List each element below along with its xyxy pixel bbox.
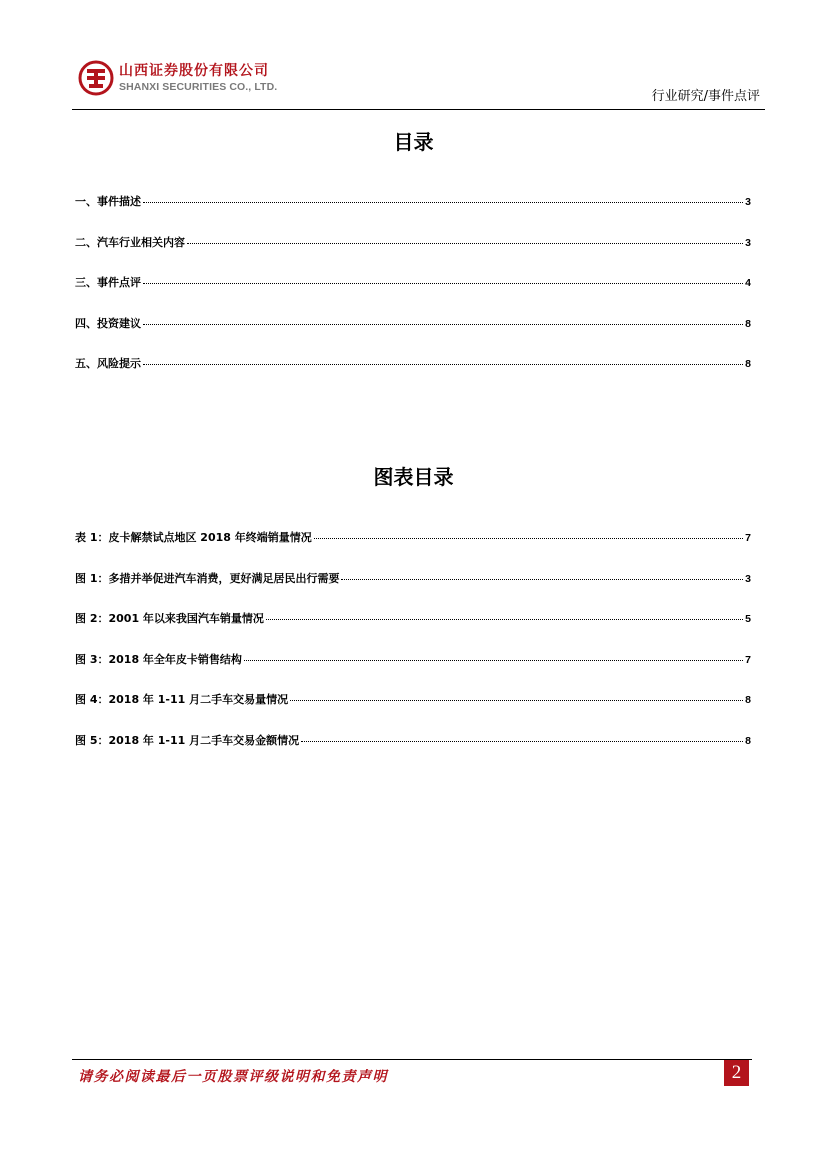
figure-toc-entry-label: 图 1：多措并举促进汽车消费，更好满足居民出行需要 — [75, 571, 340, 585]
toc-leader-dots — [314, 538, 743, 539]
toc-entry-page: 3 — [745, 236, 751, 249]
figure-toc-entry-page: 8 — [745, 734, 751, 747]
figure-toc-entry-label: 图 5：2018 年 1-11 月二手车交易金额情况 — [75, 733, 300, 747]
toc-leader-dots — [266, 619, 743, 620]
toc-entry-page: 8 — [745, 358, 751, 370]
toc-entry-label: 二、汽车行业相关内容 — [75, 235, 185, 249]
header-divider — [72, 109, 765, 110]
figure-toc-entry[interactable] — [75, 691, 751, 732]
toc-leader-dots — [301, 741, 743, 742]
figure-toc-entry-label: 图 2：2001 年以来我国汽车销量情况 — [75, 612, 264, 625]
page-number-badge: 2 — [724, 1060, 749, 1086]
toc-leader-dots — [341, 579, 743, 580]
report-category: 行业研究/事件点评 — [651, 89, 760, 104]
toc-entry[interactable] — [75, 193, 751, 234]
figure-toc-entry[interactable] — [75, 732, 751, 773]
company-logo-icon — [78, 60, 114, 96]
figure-toc-entry-page: 7 — [745, 532, 751, 544]
company-name-cn: 山西证券股份有限公司 — [119, 63, 269, 79]
toc-entry-label: 三、事件点评 — [75, 276, 141, 289]
figures-toc-list — [75, 529, 751, 772]
figure-toc-entry[interactable] — [75, 570, 751, 611]
figure-toc-entry-page: 7 — [745, 653, 751, 666]
footer-divider — [72, 1059, 752, 1060]
toc-leader-dots — [187, 243, 743, 244]
toc-leader-dots — [143, 324, 743, 325]
toc-entry-page: 3 — [745, 196, 751, 208]
toc-entry[interactable] — [75, 355, 751, 396]
figure-toc-entry-label: 图 3：2018 年全年皮卡销售结构 — [75, 652, 242, 666]
toc-entry-label: 一、事件描述 — [75, 195, 141, 208]
toc-leader-dots — [143, 202, 743, 203]
toc-list — [75, 193, 751, 396]
toc-entry-page: 8 — [745, 317, 751, 330]
toc-entry[interactable] — [75, 234, 751, 275]
figure-toc-entry-page: 5 — [745, 613, 751, 625]
toc-entry[interactable] — [75, 315, 751, 356]
figure-toc-entry-label: 表 1：皮卡解禁试点地区 2018 年终端销量情况 — [75, 531, 312, 544]
figure-toc-entry[interactable] — [75, 610, 751, 651]
figure-toc-entry[interactable] — [75, 651, 751, 692]
disclaimer-note: 请务必阅读最后一页股票评级说明和免责声明 — [78, 1069, 388, 1085]
company-name-en: SHANXI SECURITIES CO., LTD. — [119, 81, 278, 93]
toc-entry-label: 五、风险提示 — [75, 357, 141, 370]
toc-entry-page: 4 — [745, 277, 751, 289]
toc-leader-dots — [143, 364, 743, 365]
figures-toc-title: 图表目录 — [373, 465, 454, 489]
toc-leader-dots — [143, 283, 743, 284]
figure-toc-entry-label: 图 4：2018 年 1-11 月二手车交易量情况 — [75, 693, 289, 706]
figure-toc-entry-page: 3 — [745, 572, 751, 585]
figure-toc-entry[interactable] — [75, 529, 751, 570]
toc-title: 目录 — [393, 130, 434, 154]
toc-entry-label: 四、投资建议 — [75, 316, 141, 330]
figure-toc-entry-page: 8 — [745, 694, 751, 706]
toc-entry[interactable] — [75, 274, 751, 315]
toc-leader-dots — [290, 700, 743, 701]
toc-leader-dots — [244, 660, 743, 661]
